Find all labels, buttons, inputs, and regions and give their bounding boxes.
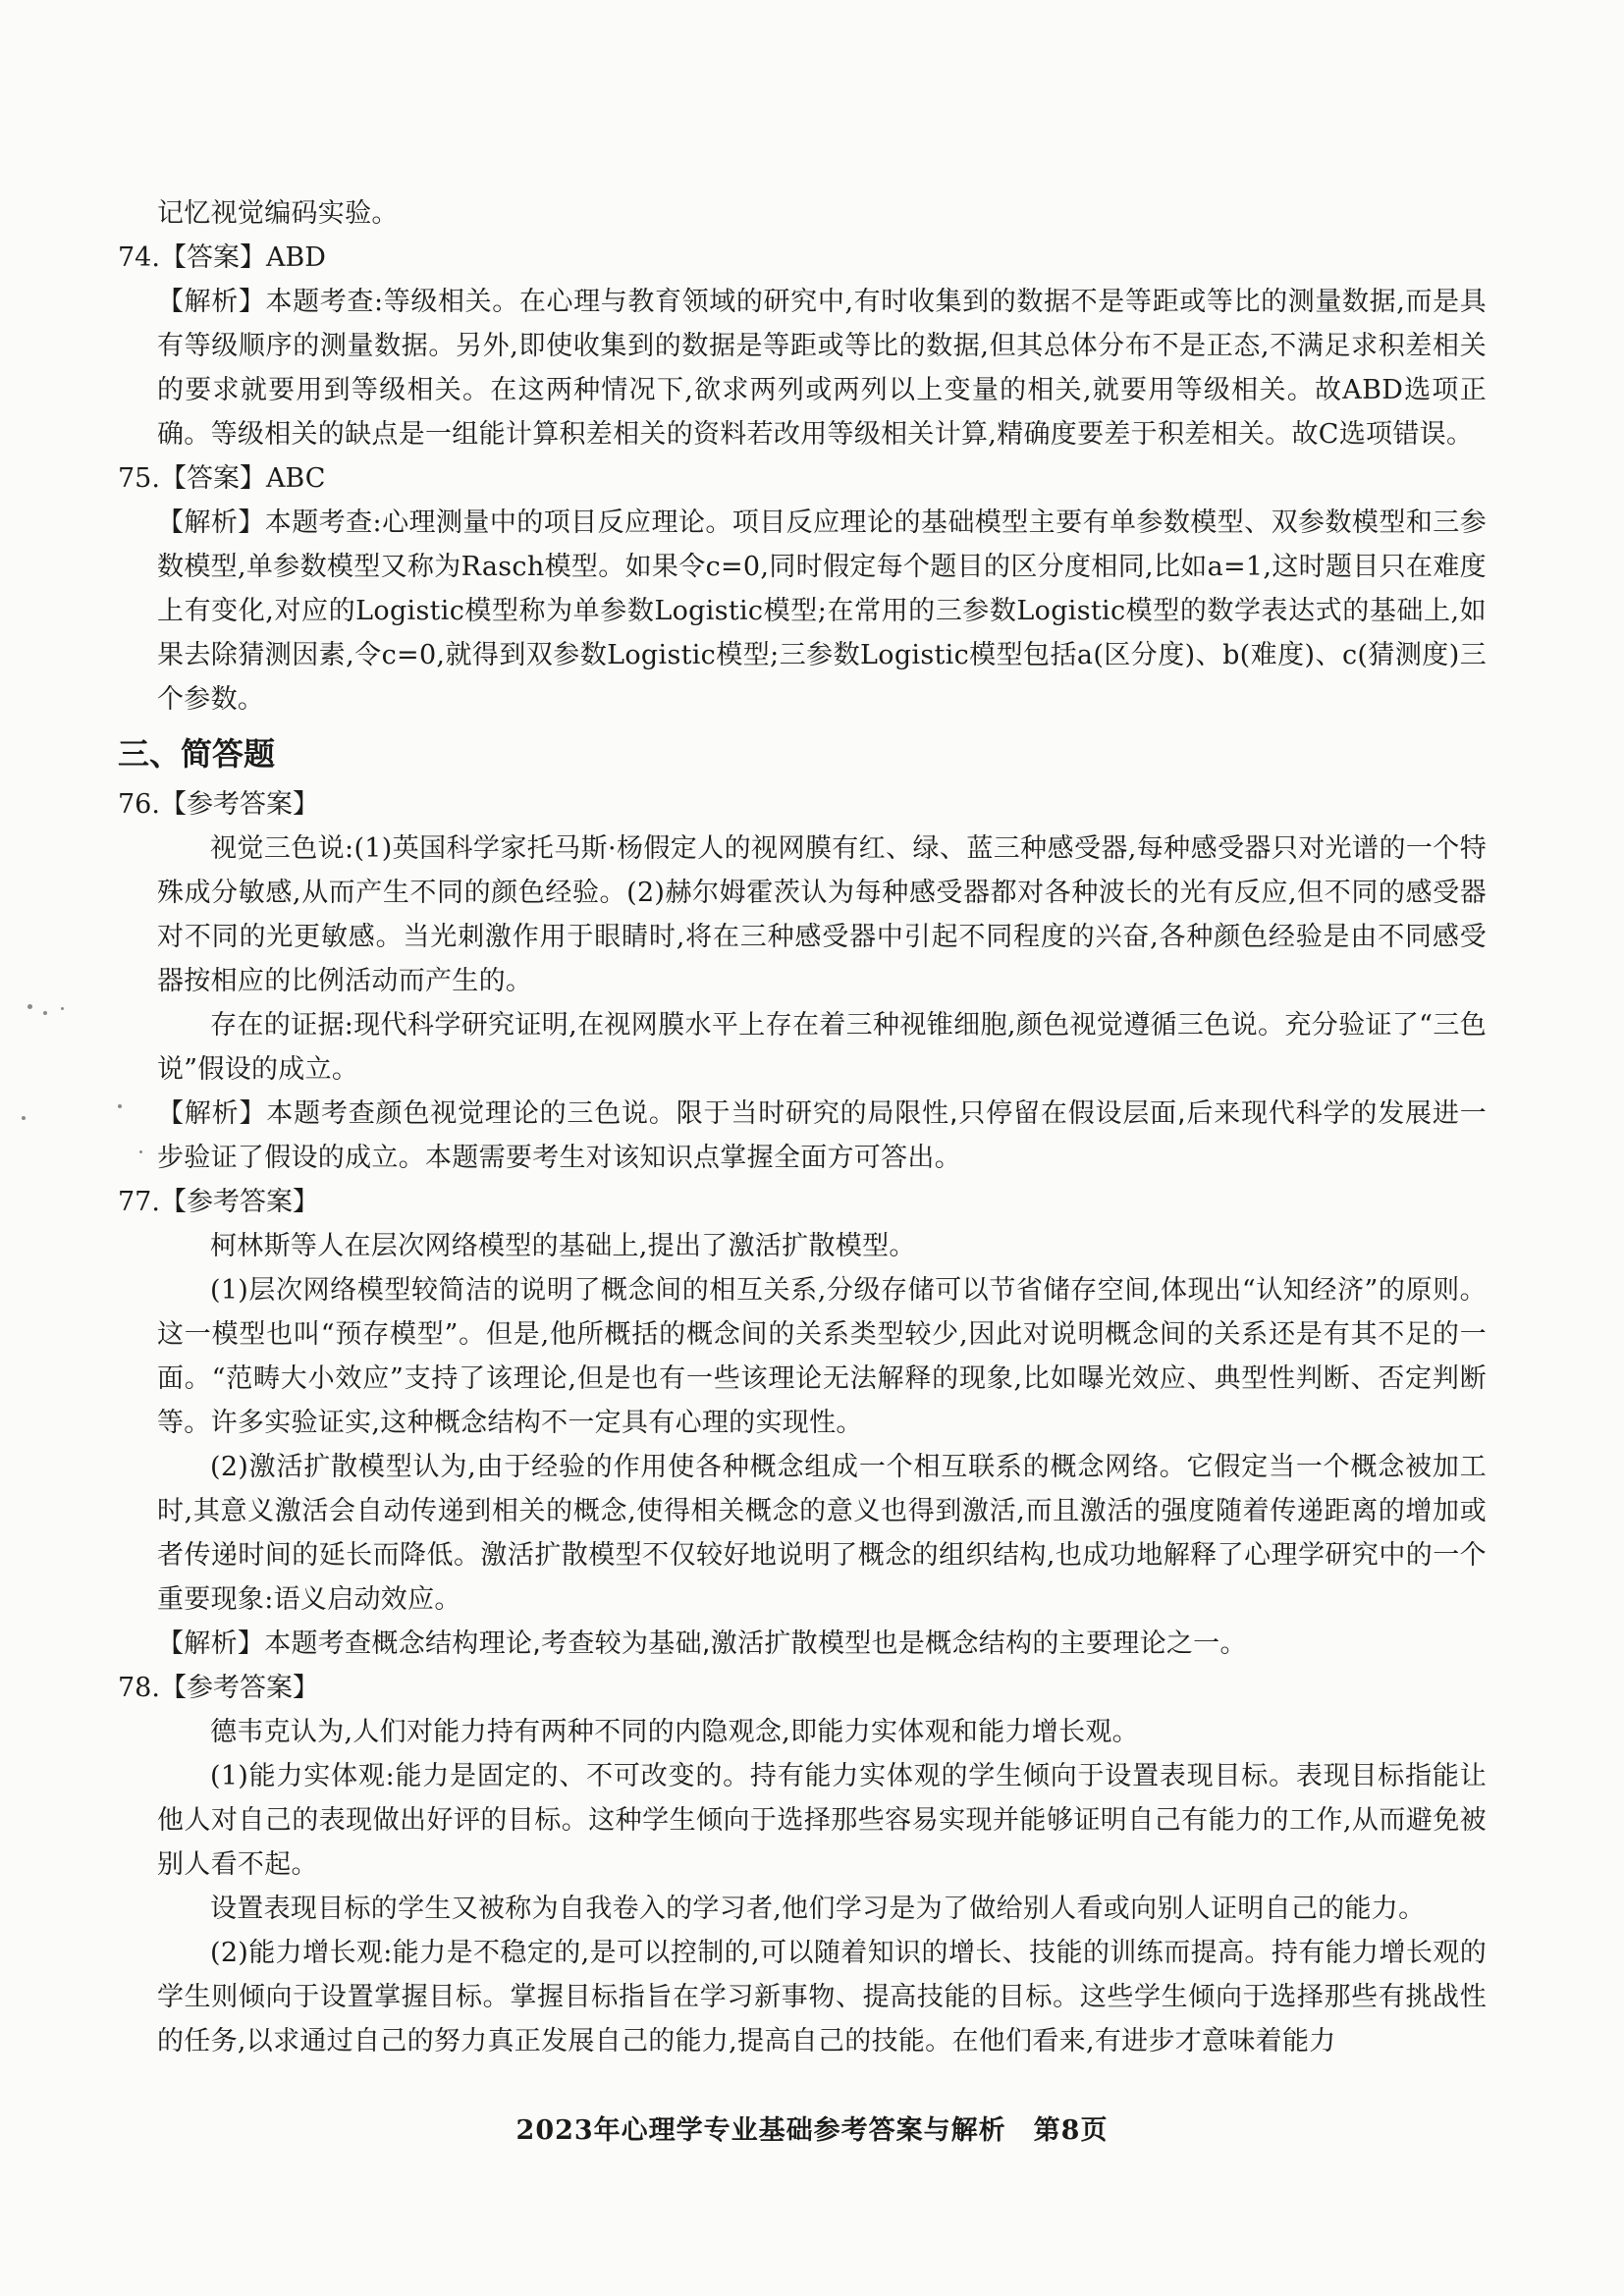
continuation-line: 记忆视觉编码实验。 bbox=[157, 198, 399, 229]
q75-explanation: 【解析】本题考查:心理测量中的项目反应理论。项目反应理论的基础模型主要有单参数模型、双参数模型和三参数模型,单参数模型又称为Rasch模型。如果令c=0,同时假定每个题目的区分度相同,比如a=1,这时题目只在难度上有变化,对应的Logistic模型称为单参数Logistic模型;在常用的三参数Logistic模型的数学表达式的基础上,如果去除猜测因素,令c=0,就得到双参数Logistic模型;三参数Logistic模型包括a(区分度)、b(难度)、c(猜测度)三个参数。 bbox=[157, 507, 1487, 715]
q77-paragraph-3: (2)激活扩散模型认为,由于经验的作用使各种概念组成一个相互联系的概念网络。它假定当一个概念被加工时,其意义激活会自动传递到相关的概念,使得相关概念的意义也得到激活,而且激活的强度随着传递距离的增加或者传递时间的延长而降低。激活扩散模型不仅较好地说明了概念的组织结构,也成功地解释了心理学研究中的一个重要现象:语义启动效应。 bbox=[157, 1452, 1487, 1615]
q78-paragraph-2: (1)能力实体观:能力是固定的、不可改变的。持有能力实体观的学生倾向于设置表现目标。表现目标指能让他人对自己的表现做出好评的目标。这种学生倾向于选择那些容易实现并能够证明自己有能力的工作,从而避免被别人看不起。 bbox=[157, 1761, 1487, 1880]
q76-paragraph-2: 存在的证据:现代科学研究证明,在视网膜水平上存在着三种视锥细胞,颜色视觉遵循三色说。充分验证了“三色说”假设的成立。 bbox=[157, 1010, 1487, 1085]
q77-paragraph-1: 柯林斯等人在层次网络模型的基础上,提出了激活扩散模型。 bbox=[210, 1231, 916, 1261]
q76-explanation: 【解析】本题考查颜色视觉理论的三色说。限于当时研究的局限性,只停留在假设层面,后来现代科学的发展进一步验证了假设的成立。本题需要考生对该知识点掌握全面方可答出。 bbox=[157, 1098, 1487, 1173]
q78-paragraph-4: (2)能力增长观:能力是不稳定的,是可以控制的,可以随着知识的增长、技能的训练而提高。持有能力增长观的学生则倾向于设置掌握目标。掌握目标指旨在学习新事物、提高技能的目标。这些学生倾向于选择那些有挑战性的任务,以求通过自己的努力真正发展自己的能力,提高自己的技能。在他们看来,有进步才意味着能力 bbox=[157, 1938, 1487, 2056]
section-heading: 三、简答题 bbox=[118, 735, 276, 773]
page-content bbox=[118, 191, 1487, 2063]
page-footer: 2023年心理学专业基础参考答案与解析 第8页 bbox=[515, 2115, 1109, 2146]
q76-answer-heading: 76.【参考答案】 bbox=[118, 789, 319, 820]
q77-explanation: 【解析】本题考查概念结构理论,考查较为基础,激活扩散模型也是概念结构的主要理论之一。 bbox=[157, 1629, 1247, 1659]
scan-speck bbox=[61, 1007, 64, 1010]
q77-paragraph-2: (1)层次网络模型较简洁的说明了概念间的相互关系,分级存储可以节省储存空间,体现出“认知经济”的原则。这一模型也叫“预存模型”。但是,他所概括的概念间的关系类型较少,因此对说明概念间的关系还是有其不足的一面。“范畴大小效应”支持了该理论,但是也有一些该理论无法解释的现象,比如曝光效应、典型性判断、否定判断等。许多实验证实,这种概念结构不一定具有心理的实现性。 bbox=[157, 1275, 1487, 1438]
q75-answer-heading: 75.【答案】ABC bbox=[118, 463, 326, 494]
scan-speck bbox=[22, 1116, 26, 1120]
q76-paragraph-1: 视觉三色说:(1)英国科学家托马斯·杨假定人的视网膜有红、绿、蓝三种感受器,每种感受器只对光谱的一个特殊成分敏感,从而产生不同的颜色经验。(2)赫尔姆霍茨认为每种感受器都对各种波长的光有反应,但不同的感受器对不同的光更敏感。当光刺激作用于眼睛时,将在三种感受器中引起不同程度的兴奋,各种颜色经验是由不同感受器按相应的比例活动而产生的。 bbox=[157, 833, 1487, 996]
q78-answer-heading: 78.【参考答案】 bbox=[118, 1673, 319, 1703]
q74-answer-heading: 74.【答案】ABD bbox=[118, 242, 326, 273]
q77-answer-heading: 77.【参考答案】 bbox=[118, 1187, 319, 1217]
q78-paragraph-1: 德韦克认为,人们对能力持有两种不同的内隐观念,即能力实体观和能力增长观。 bbox=[210, 1717, 1139, 1747]
q78-paragraph-3: 设置表现目标的学生又被称为自我卷入的学习者,他们学习是为了做给别人看或向别人证明自己的能力。 bbox=[210, 1894, 1426, 1924]
q74-explanation: 【解析】本题考查:等级相关。在心理与教育领域的研究中,有时收集到的数据不是等距或等比的测量数据,而是具有等级顺序的测量数据。另外,即使收集到的数据是等距或等比的数据,但其总体分布不是正态,不满足求积差相关的要求就要用到等级相关。在这两种情况下,欲求两列或两列以上变量的相关,就要用等级相关。故ABD选项正确。等级相关的缺点是一组能计算积差相关的资料若改用等级相关计算,精确度要差于积差相关。故C选项错误。 bbox=[157, 287, 1487, 450]
scan-speck bbox=[27, 1004, 32, 1009]
scan-speck bbox=[43, 1011, 47, 1015]
